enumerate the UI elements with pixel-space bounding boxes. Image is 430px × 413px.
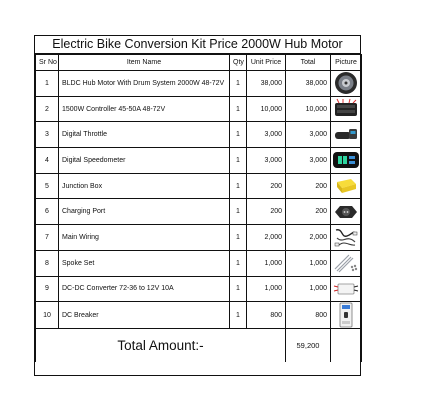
price-sheet: [34, 35, 361, 376]
row-qty: 1: [230, 199, 247, 225]
table-row: [36, 276, 362, 302]
throttle-icon: [333, 124, 359, 146]
row-item-name: Main Wiring: [59, 225, 230, 251]
row-unit-price: 1,000: [247, 250, 286, 276]
row-qty: 1: [230, 148, 247, 174]
row-total: 2,000: [286, 225, 331, 251]
row-unit-price: 800: [247, 302, 286, 329]
row-total: 3,000: [286, 122, 331, 148]
row-picture: [331, 96, 362, 122]
row-picture: [331, 122, 362, 148]
header-unit-price: Unit Price: [247, 55, 286, 71]
row-item-name: Spoke Set: [59, 250, 230, 276]
row-unit-price: 38,000: [247, 71, 286, 97]
row-unit-price: 200: [247, 173, 286, 199]
row-unit-price: 3,000: [247, 148, 286, 174]
breaker-icon: [333, 302, 359, 328]
row-sr: 9: [36, 276, 59, 302]
row-sr: 10: [36, 302, 59, 329]
row-sr: 2: [36, 96, 59, 122]
header-total: Total: [286, 55, 331, 71]
row-unit-price: 2,000: [247, 225, 286, 251]
row-qty: 1: [230, 225, 247, 251]
sheet-title: Electric Bike Conversion Kit Price 2000W Hub Motor: [35, 36, 360, 54]
table-row: [36, 96, 362, 122]
row-sr: 5: [36, 173, 59, 199]
row-unit-price: 1,000: [247, 276, 286, 302]
row-qty: 1: [230, 302, 247, 329]
table-row: [36, 173, 362, 199]
row-item-name: 1500W Controller 45-50A 48-72V: [59, 96, 230, 122]
row-item-name: DC-DC Converter 72-36 to 12V 10A: [59, 276, 230, 302]
price-table: [35, 54, 362, 362]
header-qty: Qty: [230, 55, 247, 71]
row-sr: 4: [36, 148, 59, 174]
row-qty: 1: [230, 250, 247, 276]
table-row: [36, 71, 362, 97]
row-total: 10,000: [286, 96, 331, 122]
row-unit-price: 200: [247, 199, 286, 225]
total-row: [36, 329, 362, 362]
charging-port-icon: [333, 202, 359, 222]
converter-icon: [332, 278, 360, 300]
speedometer-icon: [332, 150, 360, 170]
row-sr: 1: [36, 71, 59, 97]
row-item-name: Junction Box: [59, 173, 230, 199]
controller-icon: [333, 98, 359, 120]
header-row: [36, 55, 362, 71]
row-total: 38,000: [286, 71, 331, 97]
table-row: [36, 225, 362, 251]
row-item-name: BLDC Hub Motor With Drum System 2000W 48-72V: [59, 71, 230, 97]
row-qty: 1: [230, 96, 247, 122]
header-item-name: Item Name: [59, 55, 230, 71]
row-qty: 1: [230, 122, 247, 148]
spoke-set-icon: [332, 252, 360, 274]
row-item-name: Digital Throttle: [59, 122, 230, 148]
table-row: [36, 250, 362, 276]
row-picture: [331, 276, 362, 302]
row-picture: [331, 148, 362, 174]
row-picture: [331, 199, 362, 225]
row-picture: [331, 71, 362, 97]
header-picture: Picture: [331, 55, 362, 71]
row-sr: 7: [36, 225, 59, 251]
row-total: 1,000: [286, 250, 331, 276]
total-amount-value: 59,200: [286, 329, 331, 362]
wiring-icon: [333, 226, 359, 248]
total-picture-cell: [331, 329, 362, 362]
row-total: 800: [286, 302, 331, 329]
row-total: 200: [286, 173, 331, 199]
table-row: [36, 199, 362, 225]
row-sr: 8: [36, 250, 59, 276]
row-total: 3,000: [286, 148, 331, 174]
row-qty: 1: [230, 173, 247, 199]
junction-box-icon: [333, 176, 359, 196]
row-item-name: Digital Speedometer: [59, 148, 230, 174]
row-total: 200: [286, 199, 331, 225]
table-row: [36, 302, 362, 329]
table-row: [36, 122, 362, 148]
row-item-name: Charging Port: [59, 199, 230, 225]
row-qty: 1: [230, 71, 247, 97]
row-sr: 6: [36, 199, 59, 225]
total-amount-label: Total Amount:-: [36, 329, 286, 362]
row-item-name: DC Breaker: [59, 302, 230, 329]
row-unit-price: 10,000: [247, 96, 286, 122]
row-unit-price: 3,000: [247, 122, 286, 148]
row-picture: [331, 225, 362, 251]
row-picture: [331, 173, 362, 199]
row-qty: 1: [230, 276, 247, 302]
row-sr: 3: [36, 122, 59, 148]
hub-motor-icon: [333, 71, 359, 95]
header-sr-no: Sr No: [36, 55, 59, 71]
table-row: [36, 148, 362, 174]
row-picture: [331, 302, 362, 329]
row-picture: [331, 250, 362, 276]
row-total: 1,000: [286, 276, 331, 302]
